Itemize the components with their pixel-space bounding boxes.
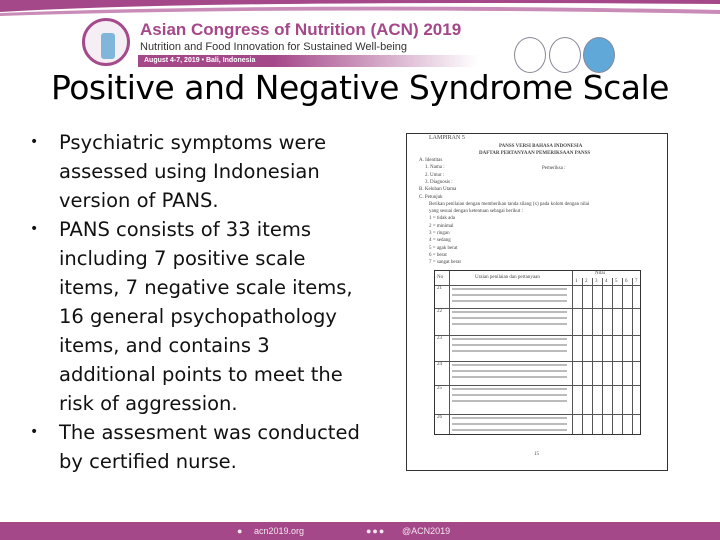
doc-subtitle: DAFTAR PERTANYAAN PEMERIKSAAN PANSS <box>479 151 591 156</box>
doc-line: 3. Diagnosis : <box>425 179 453 185</box>
bullet-item: • Psychiatric symptoms were assessed using Indonesian version of PANS. <box>30 131 327 212</box>
score-header: 2 <box>585 279 588 284</box>
doc-line: B. Keluhan Utama <box>419 187 457 193</box>
doc-line: 3 = ringan <box>429 231 450 236</box>
score-header: 3 <box>595 279 598 284</box>
bullet-item: • The assesment was conducted by certified nurse. <box>30 421 360 473</box>
footer-website[interactable]: acn2019.org <box>254 526 305 536</box>
col-no: No <box>437 275 444 280</box>
row-number: 26 <box>437 415 442 420</box>
doc-line: Berikan penilaian dengan memberikan tanda silang (x) pada kolom dengan nilai <box>429 201 590 207</box>
row-number: 23 <box>437 336 442 341</box>
doc-line: 6 = berat <box>429 252 447 258</box>
score-header: 4 <box>605 279 608 284</box>
doc-title: PANSS VERSI BAHASA INDONESIA <box>499 144 583 149</box>
bullet-item: • PANS consists of 33 items including 7 positive scale items, 7 negative scale items, 16 general psychopathology items, and contains 3 additional points to meet the risk of aggression. <box>30 218 353 415</box>
doc-line: 2. Umur : <box>425 172 445 178</box>
row-number: 24 <box>437 362 442 367</box>
doc-line: 7 = sangat berat <box>429 260 461 266</box>
score-header: 7 <box>635 279 638 284</box>
row-number: 21 <box>437 286 442 291</box>
slide-title: Positive and Negative Syndrome Scale <box>51 68 669 107</box>
col-desc: Uraian penilaian dan pertanyaan <box>475 275 540 280</box>
bullet-text: Psychiatric symptoms were assessed using Indonesian version of PANS. <box>59 131 327 212</box>
row-number: 25 <box>437 386 442 391</box>
score-header: 6 <box>625 279 628 284</box>
social-icons: ●●● <box>366 526 386 536</box>
doc-label: LAMPIRAN 5 <box>429 135 465 141</box>
congress-subtitle: Nutrition and Food Innovation for Sustained Well-being <box>140 41 408 53</box>
score-header: 1 <box>575 279 578 284</box>
doc-line: 1. Nama : <box>425 165 445 171</box>
bullet-list <box>30 128 360 476</box>
doc-examiner: Pemeriksa : <box>542 166 566 171</box>
doc-line: 5 = agak berat <box>429 245 458 251</box>
doc-line: 4 = sedang <box>429 238 451 244</box>
doc-line: yang sesuai dengan ketentuan sebagai berikut : <box>429 209 523 215</box>
footer-social[interactable]: @ACN2019 <box>402 526 451 536</box>
bullet-text: PANS consists of 33 items including 7 positive scale items, 7 negative scale items, 16 general psychopathology items, and contains 3 additional points to meet the risk of aggression. <box>59 218 353 415</box>
panss-document-image <box>406 133 668 471</box>
doc-page-number: 15 <box>534 452 539 457</box>
row-number: 22 <box>437 309 442 314</box>
score-header: 5 <box>615 279 618 284</box>
footer-bar <box>0 522 720 540</box>
doc-line: C. Petunjuk <box>419 194 443 200</box>
doc-line: 2 = minimal <box>429 223 454 229</box>
bullet-text: The assesment was conducted by certified nurse. <box>59 421 360 473</box>
doc-line: 1 = tidak ada <box>429 216 456 222</box>
globe-icon: ● <box>237 526 243 536</box>
col-nilai: Nilai <box>595 271 605 276</box>
acn-logo <box>82 18 130 66</box>
doc-line: A. Identitas <box>419 158 443 163</box>
doc-table <box>434 270 641 435</box>
congress-date: August 4-7, 2019 • Bali, Indonesia <box>138 55 478 67</box>
congress-title: Asian Congress of Nutrition (ACN) 2019 <box>140 20 462 39</box>
